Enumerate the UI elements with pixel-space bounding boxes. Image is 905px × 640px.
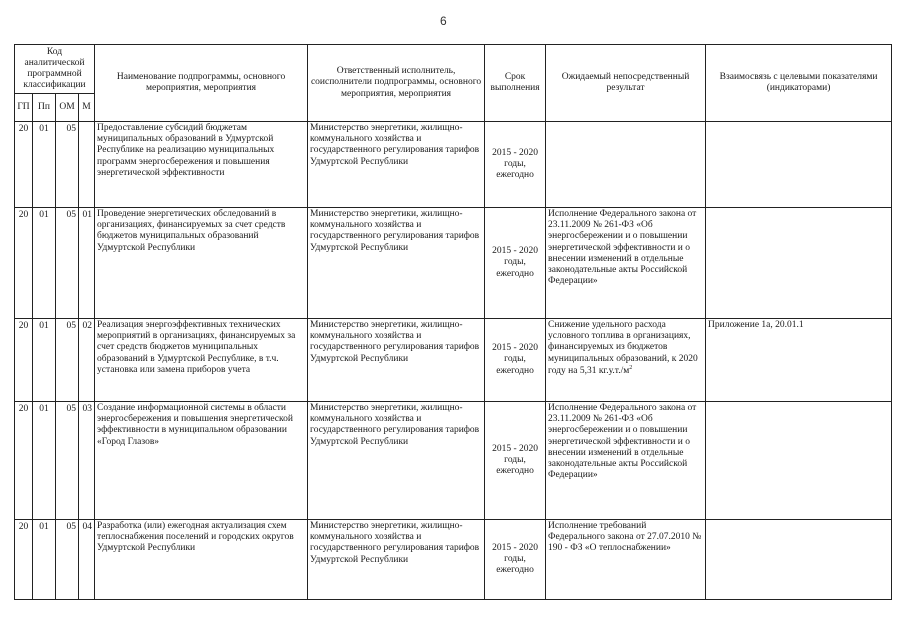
cell-m: 04 <box>79 520 95 600</box>
cell-result: Исполнение требований Федерального закона от 27.07.2010 № 190 - ФЗ «О теплоснабжении» <box>546 520 706 600</box>
cell-responsible: Министерство энергетики, жилищно-коммунального хозяйства и государственного регулирования тарифов Удмуртской Республики <box>308 402 485 520</box>
cell-name: Реализация энергоэффективных технических мероприятий в организациях, финансируемых за счет средств бюджетов муниципальных образований в Удмуртской Республике, в т.ч. установка или замена приборов учета <box>95 319 308 402</box>
cell-responsible: Министерство энергетики, жилищно-коммунального хозяйства и государственного регулирования тарифов Удмуртской Республики <box>308 520 485 600</box>
header-code-group: Код аналитической программной классификации <box>15 45 95 94</box>
header-gp: ГП <box>15 94 33 122</box>
cell-relation: Приложение 1а, 20.01.1 <box>706 319 892 402</box>
cell-pp: 01 <box>33 208 56 319</box>
cell-om: 05 <box>56 122 79 208</box>
page-number: 6 <box>440 14 447 28</box>
cell-result <box>546 122 706 208</box>
header-responsible: Ответственный исполнитель, соисполнители подпрограммы, основного мероприятия, мероприятия <box>308 45 485 122</box>
header-expected-result: Ожидаемый непосредственный результат <box>546 45 706 122</box>
cell-relation <box>706 520 892 600</box>
cell-pp: 01 <box>33 520 56 600</box>
cell-m: 03 <box>79 402 95 520</box>
header-relation: Взаимосвязь с целевыми показателями (индикаторами) <box>706 45 892 122</box>
header-om: ОМ <box>56 94 79 122</box>
cell-deadline: 2015 - 2020 годы, ежегодно <box>485 402 546 520</box>
table-row <box>15 319 892 402</box>
cell-result <box>546 319 706 402</box>
cell-gp: 20 <box>15 208 33 319</box>
cell-name: Предоставление субсидий бюджетам муниципальных образований в Удмуртской Республике на реализацию муниципальных программ энергосбережения и повышения энергетической эффективности <box>95 122 308 208</box>
header-deadline: Срок выполнения <box>485 45 546 122</box>
table-row <box>15 122 892 208</box>
header-pp: Пп <box>33 94 56 122</box>
cell-relation <box>706 122 892 208</box>
cell-name: Разработка (или) ежегодная актуализация схем теплоснабжения поселений и городских округов Удмуртской Республики <box>95 520 308 600</box>
cell-deadline: 2015 - 2020 годы, ежегодно <box>485 319 546 402</box>
cell-result-text: Снижение удельного расхода условного топлива в организациях, финансируемых из бюджетов муниципальных образований, к 2020 году на 5,31 кг.у.т./м <box>548 320 698 376</box>
cell-relation <box>706 208 892 319</box>
cell-responsible: Министерство энергетики, жилищно-коммунального хозяйства и государственного регулирования тарифов Удмуртской Республики <box>308 319 485 402</box>
cell-gp: 20 <box>15 402 33 520</box>
cell-deadline: 2015 - 2020 годы, ежегодно <box>485 520 546 600</box>
cell-om: 05 <box>56 208 79 319</box>
cell-name: Создание информационной системы в области энергосбережения и повышения энергетической эффективности в муниципальном образовании «Город Глазов» <box>95 402 308 520</box>
table-row <box>15 208 892 319</box>
cell-pp: 01 <box>33 122 56 208</box>
cell-result: Исполнение Федерального закона от 23.11.2009 № 261-ФЗ «Об энергосбережении и о повышении энергетической эффективности и о внесении изменений в отдельные законодательные акты Российской Федерации» <box>546 402 706 520</box>
cell-gp: 20 <box>15 122 33 208</box>
cell-m: 01 <box>79 208 95 319</box>
cell-deadline: 2015 - 2020 годы, ежегодно <box>485 208 546 319</box>
table-row <box>15 520 892 600</box>
cell-deadline: 2015 - 2020 годы, ежегодно <box>485 122 546 208</box>
cell-name: Проведение энергетических обследований в организациях, финансируемых за счет средств бюджетов муниципальных образований Удмуртской Республики <box>95 208 308 319</box>
cell-responsible: Министерство энергетики, жилищно-коммунального хозяйства и государственного регулирования тарифов Удмуртской Республики <box>308 122 485 208</box>
cell-m <box>79 122 95 208</box>
cell-result-sup: 2 <box>629 364 633 371</box>
cell-om: 05 <box>56 402 79 520</box>
cell-om: 05 <box>56 520 79 600</box>
cell-om: 05 <box>56 319 79 402</box>
header-name: Наименование подпрограммы, основного мероприятия, мероприятия <box>95 45 308 122</box>
table-row <box>15 402 892 520</box>
program-table <box>14 44 892 600</box>
cell-responsible: Министерство энергетики, жилищно-коммунального хозяйства и государственного регулирования тарифов Удмуртской Республики <box>308 208 485 319</box>
cell-pp: 01 <box>33 319 56 402</box>
header-m: М <box>79 94 95 122</box>
cell-gp: 20 <box>15 520 33 600</box>
cell-gp: 20 <box>15 319 33 402</box>
cell-result: Исполнение Федерального закона от 23.11.2009 № 261-ФЗ «Об энергосбережении и о повышении энергетической эффективности и о внесении изменений в отдельные законодательные акты Российской Федерации» <box>546 208 706 319</box>
cell-m: 02 <box>79 319 95 402</box>
cell-pp: 01 <box>33 402 56 520</box>
cell-relation <box>706 402 892 520</box>
